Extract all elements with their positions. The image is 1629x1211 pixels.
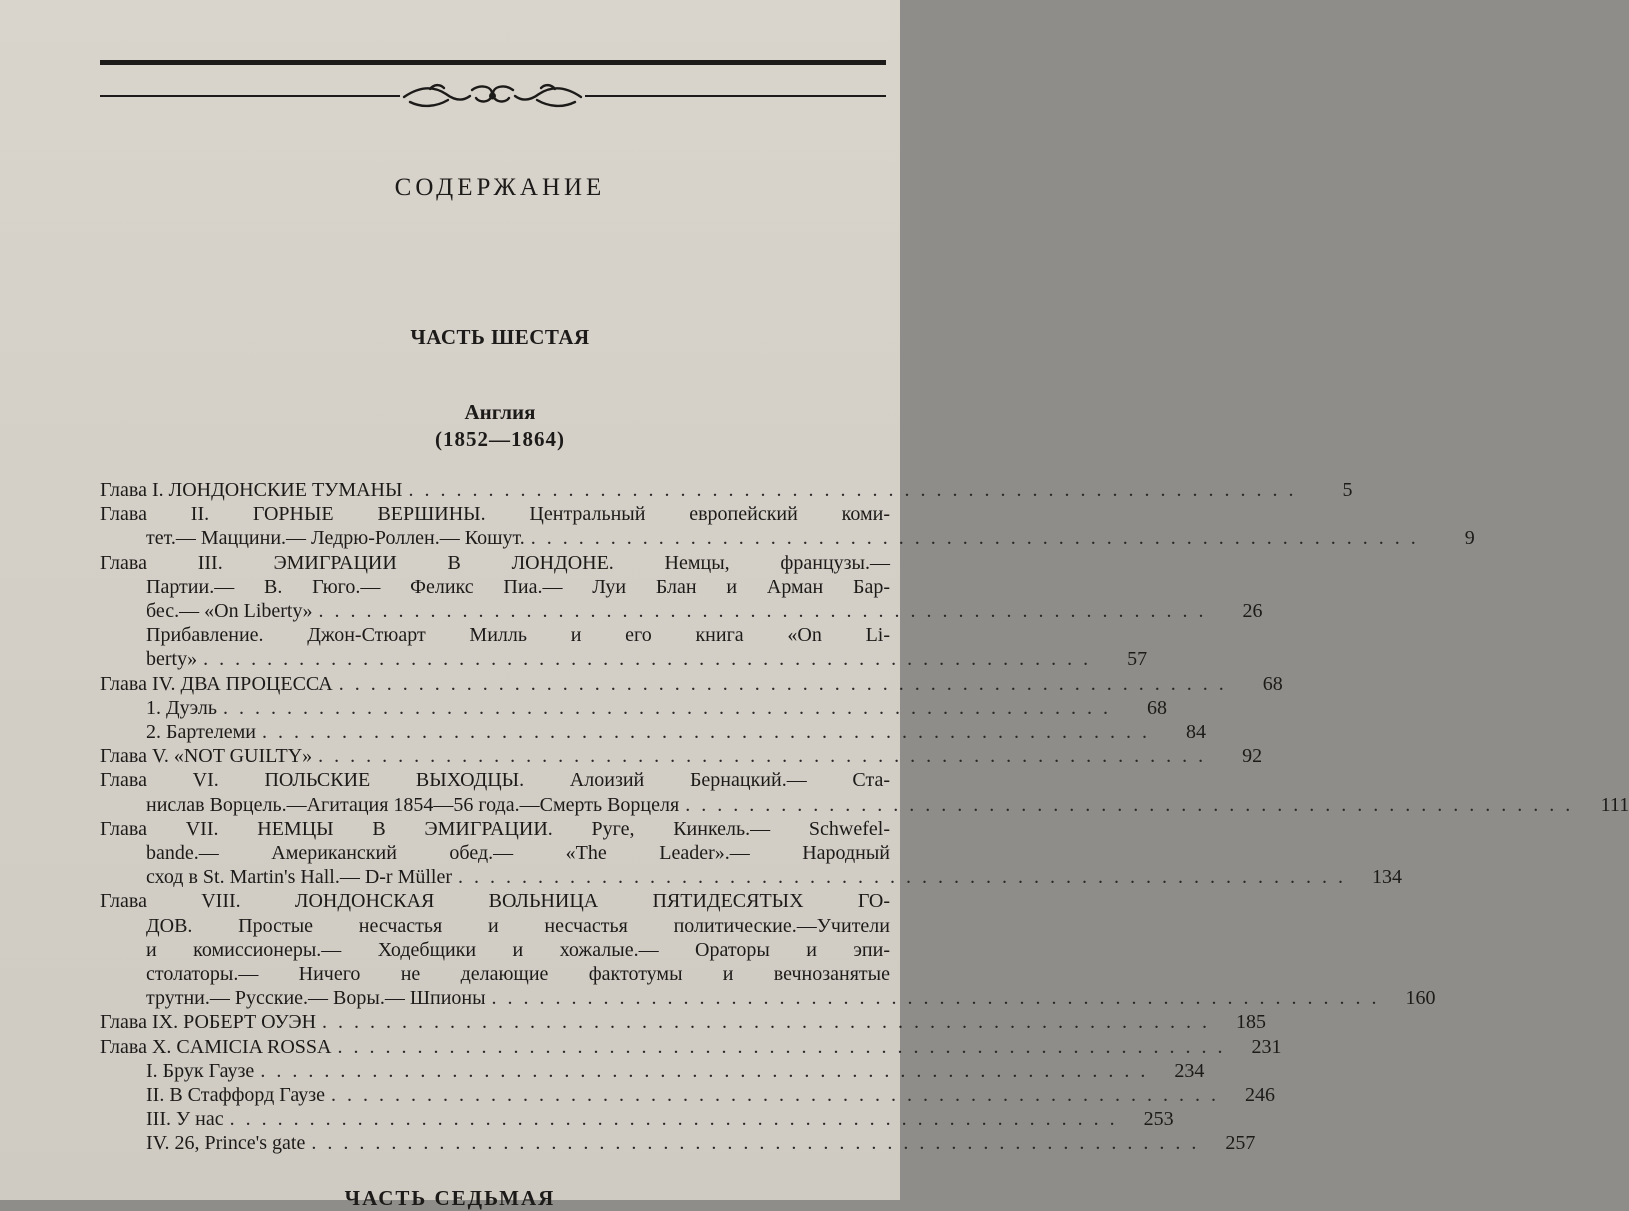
toc-entry-text: Глава IX. РОБЕРТ ОУЭН [100, 1011, 317, 1034]
table-of-contents [100, 478, 1629, 1156]
page-number: 257 [1225, 1132, 1256, 1155]
page-number: 92 [1242, 745, 1263, 768]
toc-entry [100, 889, 1436, 1010]
toc-entry [100, 720, 1206, 744]
toc-entry-text: тет.— Маццини.— Ледрю-Роллен.— Кошут. [146, 527, 525, 550]
toc-entry-text: Глава X. CAMICIA ROSSA [100, 1035, 332, 1058]
dot-leader: . . . . . . . . . . . . . . . . . . . . . . . . . . . . . . . . . . . . . . . . . . . . . . . . . . . . . . . . [229, 1108, 1118, 1131]
toc-entry-text: Глава VI. ПОЛЬСКИЕ ВЫХОДЦЫ. Алоизий Бернацкий.— Ста- [100, 769, 890, 792]
toc-entry [100, 672, 1283, 696]
toc-entry [100, 1059, 1205, 1083]
toc-entry-text: Глава II. ГОРНЫЕ ВЕРШИНЫ. Центральный европейский коми- [100, 503, 890, 526]
toc-entry-text: Глава VII. НЕМЦЫ В ЭМИГРАЦИИ. Руге, Кинкель.— Schwefel- [100, 817, 890, 840]
toc-entry-text: Глава IV. ДВА ПРОЦЕССА [100, 672, 333, 695]
toc-entry-text: нислав Ворцель.—Агитация 1854—56 года.—Смерть Ворцеля [146, 793, 680, 816]
next-part-heading-partial: ЧАСТЬ СЕДЬМАЯ [344, 1186, 556, 1210]
toc-entry-text: столаторы.— Ничего не делающие фактотумы и вечнозанятые [146, 963, 890, 986]
toc-entry [100, 478, 1353, 502]
dot-leader: . . . . . . . . . . . . . . . . . . . . . . . . . . . . . . . . . . . . . . . . . . . . . . . . . . . . . . . . [408, 479, 1297, 501]
toc-entry [100, 696, 1167, 720]
page-number: 111 [1600, 793, 1629, 816]
toc-entry-text: ДОВ. Простые несчастья и несчастья политические.—Учители [146, 914, 890, 937]
dot-leader: . . . . . . . . . . . . . . . . . . . . . . . . . . . . . . . . . . . . . . . . . . . . . . . . . . . . . . . . [458, 866, 1347, 889]
dot-leader: . . . . . . . . . . . . . . . . . . . . . . . . . . . . . . . . . . . . . . . . . . . . . . . . . . . . . . . . [338, 672, 1227, 695]
part-heading: ЧАСТЬ ШЕСТАЯ [410, 325, 590, 349]
dot-leader: . . . . . . . . . . . . . . . . . . . . . . . . . . . . . . . . . . . . . . . . . . . . . . . . . . . . . . . . [261, 721, 1150, 744]
dot-leader: . . . . . . . . . . . . . . . . . . . . . . . . . . . . . . . . . . . . . . . . . . . . . . . . . . . . . . . . [491, 987, 1380, 1010]
page-number: 9 [1464, 527, 1475, 550]
page-number: 5 [1342, 479, 1353, 501]
dot-leader: . . . . . . . . . . . . . . . . . . . . . . . . . . . . . . . . . . . . . . . . . . . . . . . . . . . . . . . . [203, 648, 1092, 671]
dot-leader: . . . . . . . . . . . . . . . . . . . . . . . . . . . . . . . . . . . . . . . . . . . . . . . . . . . . . . . . [685, 793, 1574, 816]
page-number: 26 [1242, 600, 1263, 623]
dot-leader: . . . . . . . . . . . . . . . . . . . . . . . . . . . . . . . . . . . . . . . . . . . . . . . . . . . . . . . . [331, 1084, 1220, 1107]
toc-entry-text: бес.— «On Liberty» [146, 600, 313, 623]
dot-leader: . . . . . . . . . . . . . . . . . . . . . . . . . . . . . . . . . . . . . . . . . . . . . . . . . . . . . . . . [322, 1011, 1211, 1034]
page-number: 253 [1143, 1108, 1174, 1131]
ornament-rule-left [100, 95, 400, 97]
toc-entry [100, 551, 1263, 624]
toc-entry-text: III. У нас [146, 1108, 224, 1131]
toc-entry-text: Прибавление. Джон-Стюарт Милль и его книга «On Li- [146, 624, 890, 647]
top-rule [100, 60, 886, 65]
dot-leader: . . . . . . . . . . . . . . . . . . . . . . . . . . . . . . . . . . . . . . . . . . . . . . . . . . . . . . . . [337, 1035, 1226, 1058]
dot-leader: . . . . . . . . . . . . . . . . . . . . . . . . . . . . . . . . . . . . . . . . . . . . . . . . . . . . . . . . [311, 1132, 1200, 1155]
toc-entry-text: Глава VIII. ЛОНДОНСКАЯ ВОЛЬНИЦА ПЯТИДЕСЯТЫХ ГО- [100, 890, 890, 913]
section-heading: Англия [464, 400, 536, 424]
toc-entry-text: Глава V. «NOT GUILTY» [100, 745, 313, 768]
page-number: 160 [1405, 987, 1436, 1010]
toc-entry [100, 1083, 1276, 1107]
page-number: 68 [1262, 672, 1283, 695]
toc-entry-text: 2. Бартелеми [146, 721, 256, 744]
toc-entry-text: Глава III. ЭМИГРАЦИИ В ЛОНДОНЕ. Немцы, французы.— [100, 551, 890, 574]
toc-entry [100, 623, 1148, 671]
toc-entry-text: 1. Дуэль [146, 696, 217, 719]
toc-entry [100, 1131, 1256, 1155]
page-number: 134 [1372, 866, 1403, 889]
ornament-icon [400, 80, 585, 114]
toc-entry-text: IV. 26, Prince's gate [146, 1132, 306, 1155]
dot-leader: . . . . . . . . . . . . . . . . . . . . . . . . . . . . . . . . . . . . . . . . . . . . . . . . . . . . . . . . [530, 527, 1419, 550]
toc-entry-text: Партии.— В. Гюго.— Феликс Пиа.— Луи Блан и Арман Бар- [146, 575, 890, 598]
toc-entry [100, 1107, 1174, 1131]
toc-entry-text: сход в St. Martin's Hall.— D-r Müller [146, 866, 453, 889]
toc-entry-text: I. Брук Гаузе [146, 1059, 255, 1082]
page-title: СОДЕРЖАНИЕ [394, 174, 606, 201]
dot-leader: . . . . . . . . . . . . . . . . . . . . . . . . . . . . . . . . . . . . . . . . . . . . . . . . . . . . . . . . [222, 696, 1111, 719]
page-number: 246 [1245, 1084, 1276, 1107]
page-number: 84 [1185, 721, 1206, 744]
dot-leader: . . . . . . . . . . . . . . . . . . . . . . . . . . . . . . . . . . . . . . . . . . . . . . . . . . . . . . . . [318, 745, 1207, 768]
ornament-rule-right [585, 95, 886, 97]
page-number: 234 [1174, 1059, 1205, 1082]
dot-leader: . . . . . . . . . . . . . . . . . . . . . . . . . . . . . . . . . . . . . . . . . . . . . . . . . . . . . . . . [260, 1059, 1149, 1082]
toc-entry-text: трутни.— Русские.— Воры.— Шпионы [146, 987, 486, 1010]
page-number: 68 [1146, 696, 1167, 719]
page-number: 231 [1251, 1035, 1282, 1058]
toc-entry-text: II. В Стаффорд Гаузе [146, 1084, 326, 1107]
toc-entry [100, 1010, 1267, 1034]
toc-entry-text: bande.— Американский обед.— «The Leader».— Народный [146, 842, 890, 865]
dot-leader: . . . . . . . . . . . . . . . . . . . . . . . . . . . . . . . . . . . . . . . . . . . . . . . . . . . . . . . . [318, 600, 1207, 623]
toc-entry [100, 744, 1263, 768]
toc-entry-text: berty» [146, 648, 198, 671]
page-number: 185 [1236, 1011, 1267, 1034]
toc-entry [100, 817, 1403, 890]
section-years: (1852—1864) [435, 427, 565, 451]
toc-entry-text: и комиссионеры.— Ходебщики и хожалые.— Ораторы и эпи- [146, 938, 890, 961]
toc-entry-text: Глава I. ЛОНДОНСКИЕ ТУМАНЫ [100, 479, 403, 501]
page-number: 57 [1127, 648, 1148, 671]
toc-entry [100, 502, 1475, 550]
toc-entry [100, 1035, 1282, 1059]
toc-entry [100, 768, 1629, 816]
